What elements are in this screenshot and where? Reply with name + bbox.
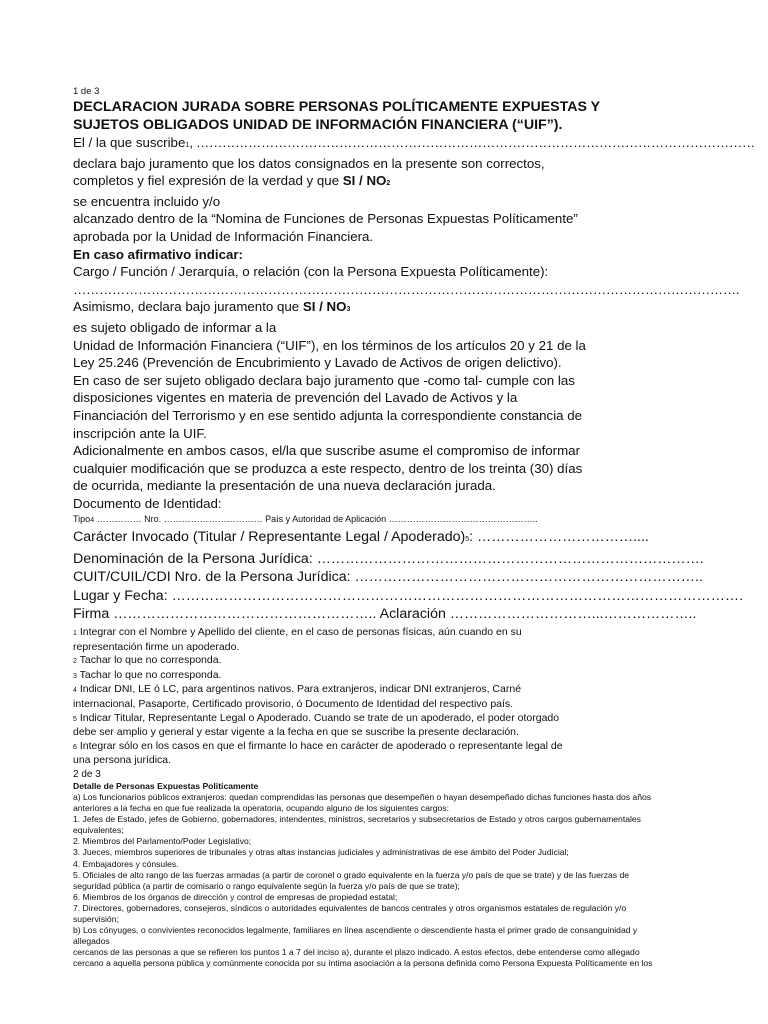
- si-no-choice: SI / NO: [342, 173, 387, 189]
- body-line: Adicionalmente en ambos casos, el/la que suscribe asume el compromiso de informar: [73, 443, 581, 459]
- footnote: 5 Indicar Titular, Representante Legal o Apoderado. Cuando se trate de un apoderado, el poder otorgado: [73, 711, 560, 724]
- footnote: 4 Indicar DNI, LE ó LC, para argentinos nativos. Para extranjeros, indicar DNI extranjeros, Carné: [73, 683, 522, 696]
- document-title-line-2: SUJETOS OBLIGADOS UNIDAD DE INFORMACIÓN FINANCIERA (“UIF”).: [73, 117, 563, 133]
- footnote: 2 Tachar lo que no corresponda.: [73, 654, 222, 667]
- body-line: de ocurrida, mediante la presentación de una nueva declaración jurada.: [73, 478, 496, 494]
- body-line: inscripción ante la UIF.: [73, 425, 207, 441]
- pep-detail-line: 3. Jueces, miembros superiores de tribunales y otras altas instancias judiciales y administrativas de ese ámbito del Poder Judicial;: [73, 847, 569, 858]
- footnote: 3 Tachar lo que no corresponda.: [73, 668, 222, 681]
- footnote: 6 Integrar sólo en los casos en que el firmante lo hace en carácter de apoderado o representante legal de: [73, 739, 563, 752]
- pep-detail-line: cercanos de las personas a que se refieren los puntos 1 a 7 del inciso a), durante el plazo indicado. A estos efectos, debe entenderse como allegado: [73, 947, 640, 958]
- pep-detail-line: allegados: [73, 936, 110, 947]
- footnote: 1 Integrar con el Nombre y Apellido del cliente, en el caso de personas físicas, aún cuando en su: [73, 625, 522, 638]
- pep-detail-line: a) Los funcionarios públicos extranjeros: quedan comprendidas las personas que desempeñen o hayan desempeñado dichas funciones hasta dos años: [73, 792, 652, 802]
- body-line: Asimismo, declara bajo juramento que SI / NO3: [73, 299, 351, 315]
- section-heading: En caso afirmativo indicar:: [73, 246, 243, 262]
- document-title-line-1: DECLARACION JURADA SOBRE PERSONAS POLÍTICAMENTE EXPUESTAS Y: [73, 99, 601, 115]
- id-document-heading: Documento de Identidad:: [73, 495, 222, 511]
- signature-field: Firma ……………………………………………….. Aclaración …………………………...………………..: [73, 606, 697, 623]
- footnote-cont: internacional, Pasaporte, Certificado provisorio, ó Documento de Identidad del respectivo país.: [73, 697, 514, 710]
- document-page: [73, 86, 755, 970]
- pep-detail-line: cercano a aquella persona pública y comúnmente conocida por su íntima asociación a la persona definida como Persona Expuesta Políticamente en los: [73, 958, 653, 969]
- pep-detail-heading: Detalle de Personas Expuestas Politicamente: [73, 780, 259, 791]
- footnote-cont: representación firme un apoderado.: [73, 640, 240, 653]
- id-document-fields: Tipo4 …………… Nro. …………………………… País y Autoridad de Aplicación …………………………………………..: [73, 514, 538, 525]
- pep-detail-line: 1. Jefes de Estado, jefes de Gobierno, gobernadores, intendentes, ministros, secretarios y subsecretarios de Estado y otros cargos gubernamentales: [73, 814, 641, 825]
- body-line: Financiación del Terrorismo y en ese sentido adjunta la correspondiente constancia de: [73, 407, 583, 423]
- pep-detail-line: 4. Embajadores y cónsules.: [73, 858, 179, 869]
- body-line: Cargo / Función / Jerarquía, o relación (con la Persona Expuesta Políticamente):: [73, 264, 549, 280]
- body-line: completos y fiel expresión de la verdad y que SI / NO2: [73, 173, 391, 189]
- legal-entity-field: Denominación de la Persona Jurídica: ……………………………………………………………………….: [73, 550, 704, 567]
- pep-detail-line: seguridad pública (a partir de comisario o rango equivalente según la fuerza y/o país de que se trate);: [73, 880, 460, 891]
- si-no-choice: SI / NO: [302, 299, 347, 315]
- body-line: Ley 25.246 (Prevención de Encubrimiento y Lavado de Activos de origen delictivo).: [73, 355, 562, 371]
- pep-detail-line: b) Los cónyuges, o convivientes reconocidos legalmente, familiares en línea ascendiente o descendiente hasta el primer grado de consanguinidad y: [73, 925, 638, 936]
- body-line: disposiciones vigentes en materia de prevención del Lavado de Activos y la: [73, 390, 518, 406]
- pep-detail-line: equivalentes;: [73, 825, 124, 836]
- cuit-field: CUIT/CUIL/CDI Nro. de la Persona Jurídica: ………………………………………………………………..: [73, 569, 703, 586]
- footnote-cont: debe ser amplio y general y estar vigente a la fecha en que se suscribe la presente declaración.: [73, 726, 519, 739]
- character-field: Carácter Invocado (Titular / Representante Legal / Apoderado)5: ……………………………....: [73, 529, 649, 546]
- body-line: declara bajo juramento que los datos consignados en la presente son correctos,: [73, 155, 545, 171]
- place-date-field: Lugar y Fecha: ………………………………………………………………………………………………………….: [73, 587, 744, 604]
- pep-detail-line: anteriores a la fecha en que fue realizada la operatoria, ocupando alguno de los siguientes cargos:: [73, 803, 449, 814]
- pep-detail-list: [73, 792, 698, 970]
- body-line: cualquier modificación que se produzca a este respecto, dentro de los treinta (30) días: [73, 460, 583, 476]
- pep-detail-line: 2. Miembros del Parlamento/Poder Legislativo;: [73, 836, 252, 847]
- signer-line: El / la que suscribe1, …………………………………………………………………………………………………………………: [73, 135, 755, 150]
- footnote-cont: una persona jurídica.: [73, 754, 172, 767]
- page-number-2: 2 de 3: [73, 768, 101, 780]
- body-line: alcanzado dentro de la “Nomina de Funciones de Personas Expuestas Políticamente”: [73, 211, 578, 227]
- body-line: se encuentra incluido y/o: [73, 193, 221, 209]
- page-number-1: 1 de 3: [73, 86, 100, 97]
- pep-detail-line: supervisión;: [73, 914, 119, 925]
- pep-detail-line: 7. Directores, gobernadores, consejeros, síndicos o autoridades equivalentes de bancos centrales y otros organismos estatales de regulación y/o: [73, 902, 627, 913]
- pep-detail-line: 5. Oficiales de alto rango de las fuerzas armadas (a partir de coronel o grado equivalente en la fuerza y/o país de que se trate) y de las fuerzas de: [73, 869, 630, 880]
- body-line: es sujeto obligado de informar a la: [73, 319, 277, 335]
- body-line: Unidad de Información Financiera (“UIF”), en los términos de los artículos 20 y 21 de la: [73, 337, 586, 353]
- blank-fill-line: ……………………………………………………………………………………………………………………………………….: [73, 281, 740, 297]
- body-line: En caso de ser sujeto obligado declara bajo juramento que -como tal- cumple con las: [73, 372, 575, 388]
- pep-detail-line: 6. Miembros de los órganos de dirección y control de empresas de propiedad estatal;: [73, 891, 398, 902]
- body-line: aprobada por la Unidad de Información Financiera.: [73, 228, 374, 244]
- footnotes: [73, 626, 698, 768]
